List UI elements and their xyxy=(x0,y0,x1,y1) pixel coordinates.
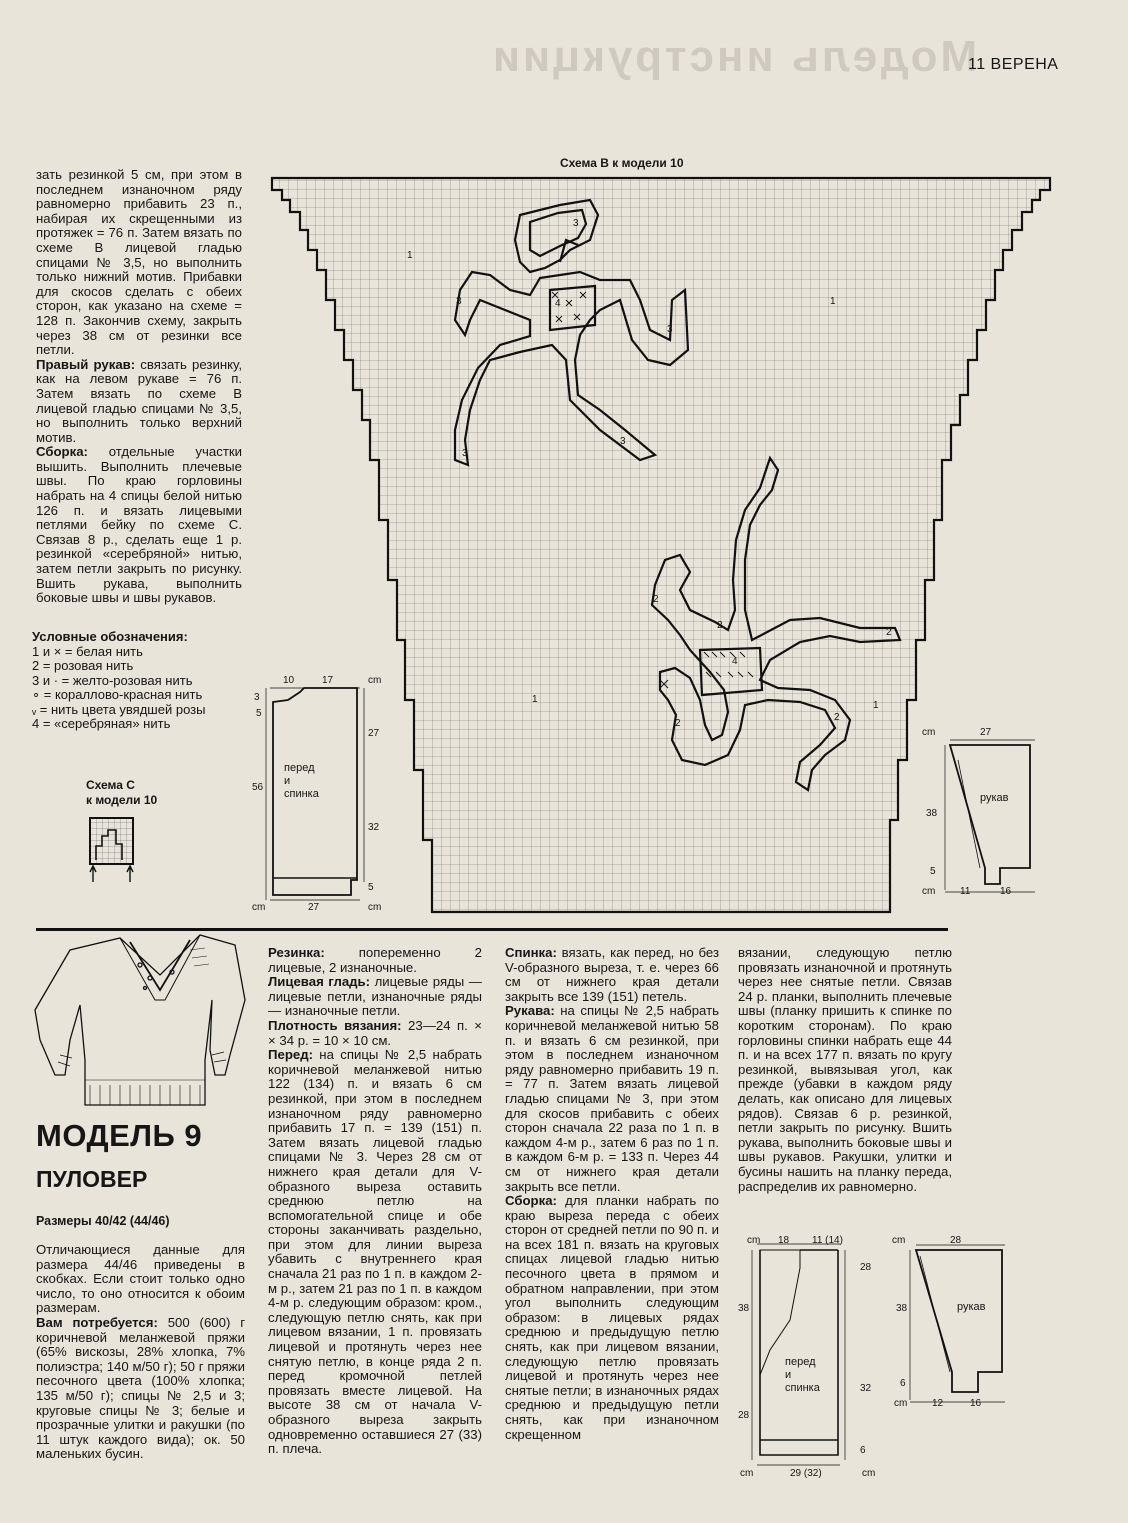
piece-label-line: спинка xyxy=(785,1382,820,1394)
pattern-front-back-2 xyxy=(752,1244,845,1465)
scheme-c-chart xyxy=(90,818,133,882)
dim-label: 32 xyxy=(368,822,380,833)
page-header: 11 ВЕРЕНА xyxy=(968,56,1059,73)
scheme-c-title-line: Схема С xyxy=(86,778,135,792)
dim-label: cm xyxy=(368,675,382,686)
dim-label: cm xyxy=(892,1235,906,1246)
dim-label: 6 xyxy=(860,1445,866,1456)
model-text-col4 xyxy=(738,946,952,1194)
scheme-c-title-line: к модели 10 xyxy=(86,793,158,807)
paragraph: Правый рукав: связать резинку, как на левом рукаве = 76 п. Затем вязать по схеме В лицевой гладью спицами № 3,5, но выполнить только верхний мотив. xyxy=(36,356,242,445)
paragraph: Рукава: на спицы № 2,5 набрать коричневой меланжевой нитью 58 п. и вязать 6 см резинкой, при этом в последнем изнаночном ряду равномерно прибавить 19 п. = 77 п. Затем вязать лицевой гладью спицами № 3, при этом для скосов прибавить с обеих сторон сначала 22 раза по 1 п. в каждом 4-м р., затем 6 раз по 1 п. в каждом 6-м р. = 133 п. Через 44 см от нижнего края детали закрыть все петли. xyxy=(505,1003,719,1194)
legend-item: 1 и × = белая нить xyxy=(32,643,143,659)
paragraph: Спинка: вязать, как перед, но без V-образного выреза, т. е. через 66 см от нижнего края детали закрыть все 139 (151) петель. xyxy=(505,945,719,1004)
dim-label: cm xyxy=(740,1468,754,1479)
paragraph: Перед: на спицы № 2,5 набрать коричневой меланжевой нитью 122 (134) п. и вязать 6 см резинкой, при этом в последнем изнаночном ряду равномерно прибавить 17 п. = 139 (151) п. Затем вязать лицевой гладью спицами № 3. Через 28 см от нижнего края детали для V-образного выреза оставить среднюю петлю на вспомогательной спице и обе стороны заканчивать раздельно, при этом для линии выреза убавить с внутреннего края сначала 21 раз по 1 п. в каждом 2-м р., затем 21 раз по 1 п. в каждом 4-м р. следующим образом: кром., следующую петлю снять, как при лицевом вязании, 1 п. провязать лицевой и протянуть через нее снятую петлю, в конце ряда 2 п. перед кромочной петлей провязать вместе лицевой. На высоте 38 см от начала V-образного выреза закрыть одновременно оставшиеся 27 (33) п. плеча. xyxy=(268,1047,482,1457)
model-title: МОДЕЛЬ 9 xyxy=(36,1118,203,1153)
dim-label: 17 xyxy=(322,675,334,686)
dim-label: 38 xyxy=(896,1303,908,1314)
dim-label: cm xyxy=(747,1235,761,1246)
piece-label xyxy=(785,1356,835,1395)
piece-label-line: перед xyxy=(785,1356,816,1368)
dim-label: 32 xyxy=(860,1383,872,1394)
chart-title: Схема В к модели 10 xyxy=(560,156,684,170)
scheme-b-grid xyxy=(272,178,1050,912)
dim-label: 16 xyxy=(1000,886,1012,897)
chart-label: 3 xyxy=(667,324,673,335)
piece-label: рукав xyxy=(957,1301,986,1313)
dim-label: cm xyxy=(922,886,936,897)
ghost-heading: Модель инструкции xyxy=(490,32,978,81)
dim-label: 38 xyxy=(738,1303,750,1314)
dim-label: 5 xyxy=(368,882,374,893)
legend-item: 2 = розовая нить xyxy=(32,658,134,673)
dim-label: 38 xyxy=(926,808,938,819)
paragraph: Плотность вязания: 23—24 п. × × 34 р. = 10 × 10 см. xyxy=(268,1017,482,1048)
piece-label-line: и xyxy=(785,1369,792,1381)
chart-label: 3 xyxy=(573,218,579,229)
dim-label: cm xyxy=(252,902,266,913)
chart-label: 4 xyxy=(732,656,738,667)
chart-label: 1 xyxy=(873,700,879,711)
chart-label: 1 xyxy=(407,250,413,261)
chart-label: 3 xyxy=(462,448,468,459)
paragraph: Сборка: для планки набрать по краю выреза переда с обеих сторон от средней петли по 90 п. и на всех 181 п. вязать на круговых спицах лицевой гладью нитью песочного цвета в прямом и обратном направлении, при этом угол выполнить следующим образом: в лицевых рядах среднюю и предыдущую петлю снять, как при лицевом вязании, следующую петлю провязать лицевой и протянуть через нее снятые петли; в изнаночных рядах среднюю и предыдущую петли снять, как при изнаночном скрещенном xyxy=(505,1193,719,1442)
paragraph: зать резинкой 5 см, при этом в последнем изнаночном ряду равномерно прибавить 23 п., набирая их скрещенными из протяжек = 76 п. Затем вязать по схеме В лицевой гладью спицами № 3,5, но выполнить только нижний мотив. Прибавки для скосов сделать с обеих сторон, как указано на схеме = 128 п. Закончив схему, закрыть через 38 см от резинки все петли. xyxy=(36,167,242,358)
paragraph: Лицевая гладь: лицевые ряды — лицевые петли, изнаночные ряды — изнаночные петли. xyxy=(268,974,482,1019)
piece-label: рукав xyxy=(980,792,1009,804)
legend-heading: Условные обозначения: xyxy=(32,629,188,644)
pattern-sleeve-2 xyxy=(910,1245,1005,1402)
dim-label: 28 xyxy=(950,1235,962,1246)
chart-label: 1 xyxy=(532,694,538,705)
dim-label: cm xyxy=(862,1468,876,1479)
piece-label-line: спинка xyxy=(284,788,319,800)
chart-label: 4 xyxy=(555,298,561,309)
paragraph: Резинка: попеременно 2 лицевые, 2 изнаночные. xyxy=(268,945,482,975)
piece-label-line: перед xyxy=(284,762,315,774)
dim-label: 16 xyxy=(970,1398,982,1409)
chart-label: 3 xyxy=(456,296,462,307)
dim-label: 27 xyxy=(980,727,992,738)
dim-label: 28 xyxy=(860,1262,872,1273)
model-text-col2 xyxy=(268,946,482,1457)
dim-label: cm xyxy=(368,902,382,913)
dim-label: 5 xyxy=(256,708,262,719)
dim-label: cm xyxy=(894,1398,908,1409)
sweater-illustration xyxy=(35,935,245,1105)
dim-label: 56 xyxy=(252,782,264,793)
dim-label: 18 xyxy=(778,1235,790,1246)
section-divider xyxy=(36,928,948,931)
legend-item: 3 и · = желто-розовая нить xyxy=(32,672,193,688)
chart-label: 2 xyxy=(717,620,723,631)
dim-label: 12 xyxy=(932,1398,944,1409)
legend-item: ∘ = кораллово-красная нить xyxy=(32,687,203,702)
sizes: Размеры 40/42 (44/46) xyxy=(36,1214,170,1228)
chart-label: 1 xyxy=(830,296,836,307)
dim-label: 6 xyxy=(900,1378,906,1389)
chart-label: 2 xyxy=(653,594,659,605)
dim-label: 29 (32) xyxy=(790,1468,822,1479)
dim-label: 10 xyxy=(283,675,295,686)
chart-label: 2 xyxy=(886,627,892,638)
paragraph: вязании, следующую петлю провязать изнаночной и протянуть через нее снятые петли. Связав 24 р. планки, выполнить плечевые швы (планку пришить к спинке по коротким сторонам). По краю горловины спинки набрать еще 44 п. и на всех 177 п. вязать по кругу резинкой, вывязывая угол, как прежде (убавки в каждом ряду делать, как описано для лицевых рядов). Связав 6 р. резинкой, петли закрыть по рисунку. Вшить рукава, выполнить боковые швы и швы рукавов. Ракушки, улитки и бусины нашить на планку переда, распределив их равномерно. xyxy=(738,945,952,1194)
chart-label: 2 xyxy=(675,718,681,729)
dim-label: 27 xyxy=(368,728,380,739)
chart-label: 2 xyxy=(834,712,840,723)
model-text-col3 xyxy=(505,946,719,1442)
dim-label: 11 xyxy=(960,886,971,897)
dim-label: 3 xyxy=(254,692,260,703)
scheme-c-title xyxy=(86,778,157,808)
instructions-top xyxy=(36,168,242,606)
legend-item: 4 = «серебряная» нить xyxy=(32,716,171,731)
dim-label: 11 (14) xyxy=(812,1235,843,1246)
dim-label: 27 xyxy=(308,902,320,913)
paragraph: Вам потребуется: 500 (600) г коричневой меланжевой пряжи (65% вискозы, 28% хлопка, 7% полиэстра; 140 м/50 г); 50 г пряжи песочного цвета (100% хлопка; 135 м/50 г); спицы № 2,5 и 3; круговые спицы № 3; белые и прозрачные улитки и ракушки (по 11 штук каждого вида); ок. 50 маленьких бусин. xyxy=(36,1314,246,1462)
dim-label: cm xyxy=(922,727,936,738)
paragraph: Отличающиеся данные для размера 44/46 приведены в скобках. Если стоит только одно число, то оно относится к обоим размерам. xyxy=(36,1242,245,1316)
dim-label: 28 xyxy=(738,1410,750,1421)
chart-label: 3 xyxy=(620,436,626,447)
model-text-col1 xyxy=(36,1243,245,1462)
piece-label xyxy=(284,762,334,801)
legend-item: ᵥ = нить цвета увядшей розы xyxy=(32,701,206,717)
paragraph: Сборка: отдельные участки вышить. Выполнить плечевые швы. По краю горловины набрать на 4 спицы белой нитью 126 п. и вязать лицевыми петлями бейку по схеме С. Связав 8 р., сделать еще 1 р. резинкой «серебряной» нитью, затем петли закрыть по рисунку. Вшить рукава, выполнить боковые швы и швы рукавов. xyxy=(36,444,242,606)
piece-label-line: и xyxy=(284,775,291,787)
dim-label: 5 xyxy=(930,866,936,877)
legend xyxy=(32,630,262,732)
pattern-sleeve-1 xyxy=(945,740,1035,892)
item-title: ПУЛОВЕР xyxy=(36,1166,148,1192)
